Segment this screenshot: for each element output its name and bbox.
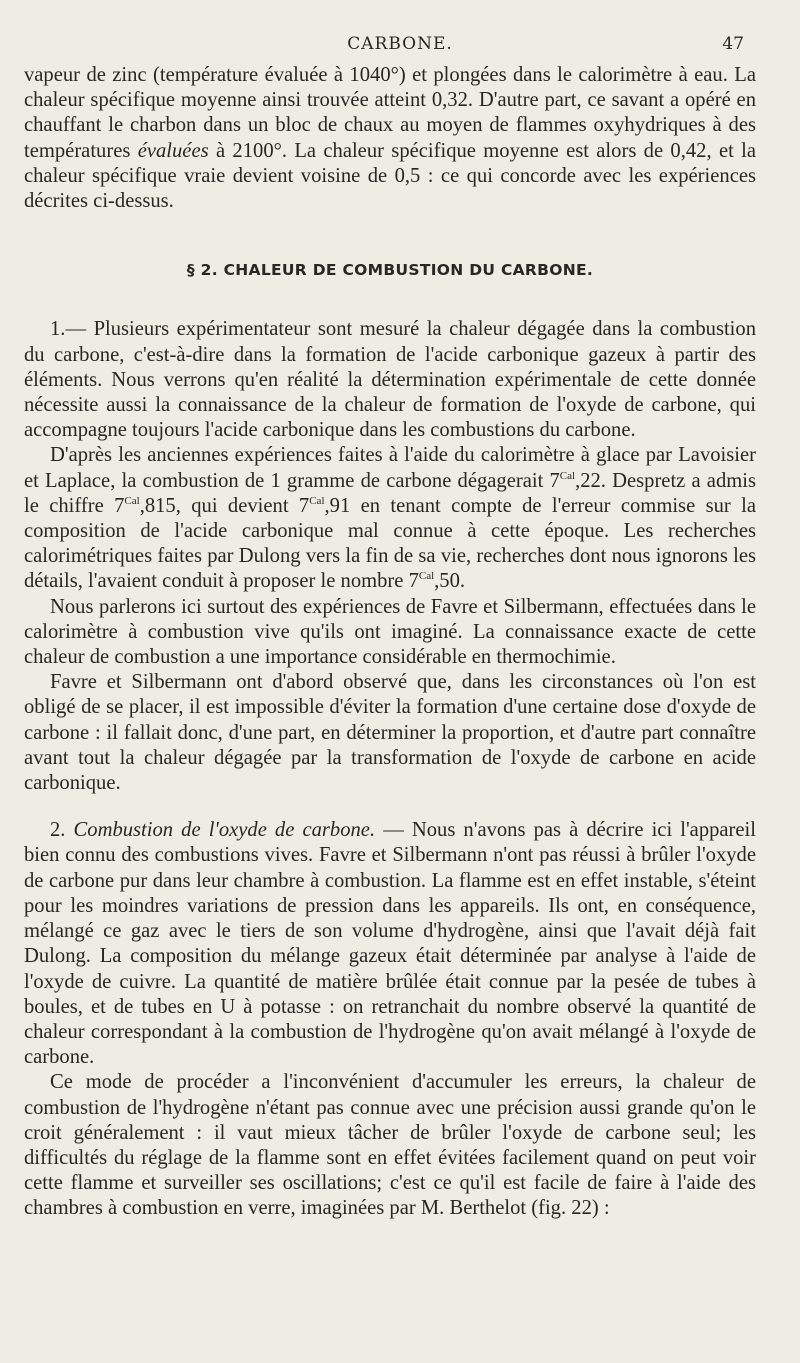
unit-superscript: Cal — [418, 570, 435, 583]
paragraph-co-combustion: 2. Combustion de l'oxyde de carbone. — Nous n'avons pas à décrire ici l'appareil bien connu des combustions vives. Favre et Silbermann n'ont pas réussi à brûler l'oxyde de carbone pur dans leur chambre à combustion. La flamme est en effet instable, s'éteint pour les moindres variations de pression dans les appareils. Ils ont, en conséquence, mélangé ce gaz avec le tiers de son volume d'hydrogène, ainsi que l'avait déjà fait Dulong. La composition du mélange gazeux était déterminée par analyse à l'aide de l'oxyde de cuivre. La quantité de matière brûlée était connue par la pesée de tubes à boules, et de tubes en U à potasse : on retranchait du nombre observé la quantité de chaleur correspondant à la combustion de l'hydrogène qu'on avait mélangé à l'oxyde de carbone. — [24, 819, 756, 1069]
running-title: CARBONE. — [347, 34, 453, 54]
section-title: § 2. CHALEUR DE COMBUSTION DU CARBONE. — [186, 261, 594, 280]
page-number: 47 — [722, 34, 744, 54]
paragraph-method: Ce mode de procéder a l'inconvénient d'accumuler les erreurs, la chaleur de combustion de l'hydrogène n'étant pas connue avec une précision aussi grande qu'on le croit généralement : il vaut mieux tâcher de brûler l'oxyde de carbone seul; les difficultés du réglage de la flamme sont en effet évitées facilement quand on peut voir cette flamme et surveiller ses oscillations; c'est ce qu'il est facile de faire à l'aide des chambres à combustion en verre, imaginées par M. Berthelot (fig. 22) : — [24, 1071, 756, 1220]
page-header — [0, 34, 800, 58]
unit-superscript: Cal — [309, 494, 325, 507]
unit-superscript: Cal — [124, 494, 140, 507]
body-text — [24, 63, 756, 1222]
unit-superscript: Cal — [559, 469, 576, 482]
paragraph-continuation: vapeur de zinc (température évaluée à 1040°) et plongées dans le calorimètre à eau. La chaleur spécifique moyenne ainsi trouvée atteint 0,32. D'autre part, ce savant a opéré en chauffant le charbon dans un bloc de chaux au moyen de flammes oxyhydriques à des températures évaluées à 2100°. La chaleur spécifique moyenne est alors de 0,42, et la chaleur spécifique vraie devient voisine de 0,5 : ce qui concorde avec les expériences décrites ci-dessus. — [24, 64, 757, 213]
paragraph-observation: Favre et Silbermann ont d'abord observé que, dans les circonstances où l'on est obligé de se placer, il est impossible d'éviter la formation d'une certaine dose d'oxyde de carbone : il fallait donc, d'une part, en déterminer la proportion, et d'autre part connaître avant tout la chaleur dégagée par la transformation de l'oxyde de carbone en acide carbonique. — [24, 671, 756, 795]
subsection-title: Combustion de l'oxyde de carbone. — [73, 819, 376, 842]
paragraph-favre: Nous parlerons ici surtout des expériences de Favre et Silbermann, effectuées dans le calorimètre à combustion vive qu'ils ont imaginé. La connaissance exacte de cette chaleur de combustion a une importance considérable en thermochimie. — [24, 595, 756, 669]
paragraph-history: D'après les anciennes expériences faites à l'aide du calorimètre à glace par Lavoisier et Laplace, la combustion de 1 gramme de carbone dégagerait $7^{Cal},22$. Despretz a admis le chiffre $7^{Cal},815$, qui devient $7^{Cal},91$ en tenant compte de l'erreur commise sur la composition de l'acide carbonique mal connue à cette époque. Les recherches calorimétriques faites par Dulong vers la fin de sa vie, recherches dont nous ignorons les détails, l'avaient conduit à proposer le nombre $7^{Cal},50$. — [24, 444, 757, 593]
emphasis: évaluées — [137, 139, 209, 162]
spacer — [24, 796, 756, 818]
paragraph-intro: 1.— Plusieurs expérimentateur sont mesuré la chaleur dégagée dans la combustion du carbone, c'est-à-dire dans la formation de l'acide carbonique gazeux à partir des éléments. Nous verrons qu'en réalité la détermination expérimentale de cette donnée nécessite aussi la connaissance de la chaleur de formation de l'oxyde de carbone, qui accompagne toujours l'acide carbonique dans les combustions du carbone. — [24, 318, 756, 442]
